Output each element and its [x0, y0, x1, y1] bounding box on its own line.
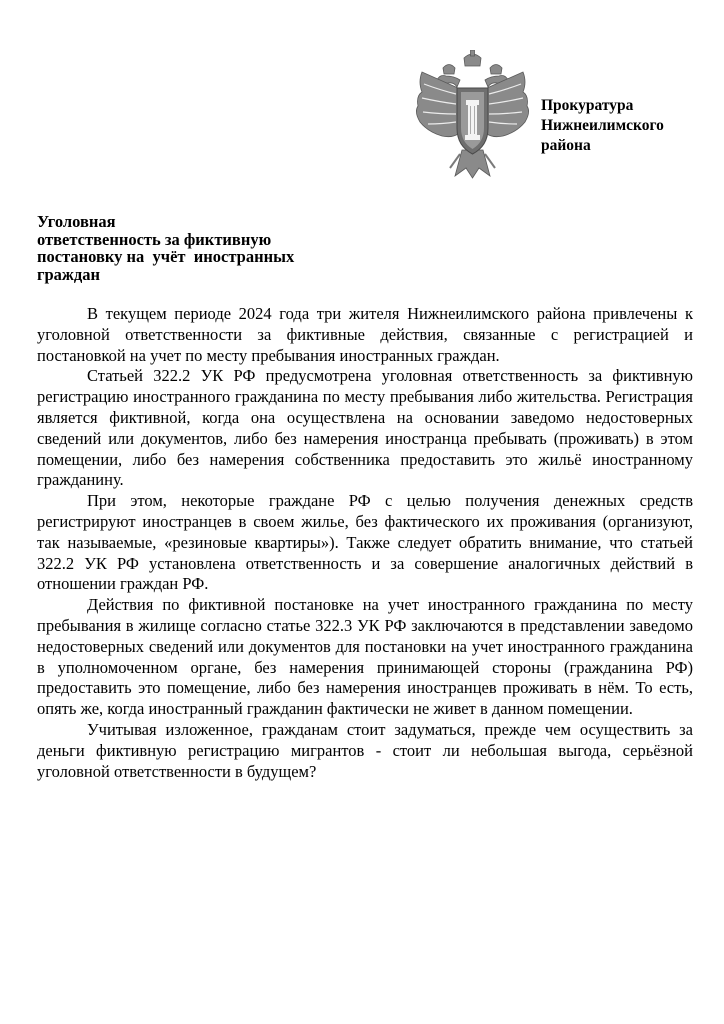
body-paragraph: Учитывая изложенное, гражданам стоит задуматься, прежде чем осуществить за деньги фиктивную регистрацию мигрантов - стоит ли небольшая выгода, серьёзной уголовной ответственности в будущем? [37, 719, 693, 781]
document-title: Уголовная ответственность за фиктивную постановку на учёт иностранных граждан [37, 212, 295, 284]
body-paragraph: При этом, некоторые граждане РФ с целью получения денежных средств регистрируют иностранцев в своем жилье, без фактического их проживания (организуют, так называемые, «резиновые квартиры»). Также следует обратить внимание, что статьей 322.2 УК РФ установлена ответственность и за совершение аналогичных действий в отношении граждан РФ. [37, 491, 693, 594]
body-paragraph: В текущем периоде 2024 года три жителя Нижнеилимского района привлечены к уголовной ответственности за фиктивные действия, связанные с регистрацией и постановкой на учет по месту пребывания иностранных граждан. [37, 304, 693, 365]
document-body [37, 304, 693, 782]
body-paragraph: Статьей 322.2 УК РФ предусмотрена уголовная ответственность за фиктивную регистрацию иностранного гражданина по месту пребывания либо жительства. Регистрация является фиктивной, когда она осуществлена на основании заведомо недостоверных сведений или документов, либо без намерения иностранца пребывать (проживать) в этом помещении, либо без намерения собственника предоставить это жильё иностранному гражданину. [37, 366, 693, 490]
body-paragraph: Действия по фиктивной постановке на учет иностранного гражданина по месту пребывания в жилище согласно статье 322.3 УК РФ заключаются в представлении заведомо недостоверных сведений или документов для постановки на учет иностранного гражданина в уполномоченном органе, без намерения принимающей стороны (гражданина РФ) предоставить это помещение, либо без намерения иностранцев проживать в нём. То есть, опять же, когда иностранный гражданин фактически не живет в данном помещении. [37, 595, 693, 719]
organization-name: Прокуратура Нижнеилимского района [541, 97, 664, 154]
prosecutor-emblem-icon [410, 50, 535, 180]
